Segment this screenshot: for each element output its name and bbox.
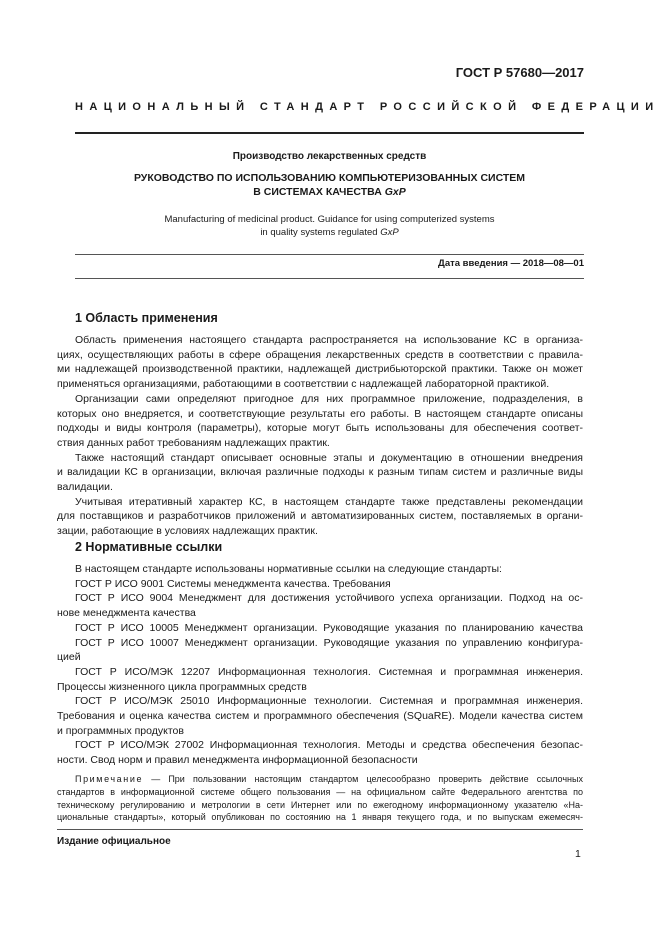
note-line: техническому регулированию и метрологии в сети Интернет или по ежегодному информационному указателю «На- bbox=[57, 799, 583, 810]
text-line: валидации. bbox=[57, 481, 113, 493]
date-divider bbox=[75, 278, 584, 279]
text-line: Процессы жизненного цикла программных средств bbox=[57, 680, 307, 693]
text-line: ГОСТ Р ИСО/МЭК 12207 Информационная технология. Системная и программная инженерия. bbox=[75, 665, 583, 678]
english-title-line-2: in quality systems regulated GxP bbox=[260, 227, 399, 238]
text-line: цией bbox=[57, 651, 81, 664]
text-line: ГОСТ Р ИСО/МЭК 27002 Информационная технология. Методы и средства обеспечения безопас- bbox=[75, 739, 583, 752]
text-line: и валидации КС в организации, включая различные подходы к разным типам систем и различные виды bbox=[57, 466, 583, 479]
title-divider bbox=[75, 254, 584, 255]
document-title bbox=[75, 171, 584, 199]
page-number: 1 bbox=[575, 848, 581, 860]
text-line: для поставщиков и разработчиков приложений и автоматизированных систем, поставляемых в органи- bbox=[57, 510, 583, 523]
text-line: Также настоящий стандарт описывает основные этапы и документацию в отношении внедрения bbox=[75, 451, 583, 464]
note-line: циональные стандарты», который опубликован по состоянию на 1 января текущего года, и по выпускам ежемесяч- bbox=[57, 812, 583, 823]
title-line-1: РУКОВОДСТВО ПО ИСПОЛЬЗОВАНИЮ КОМПЬЮТЕРИЗОВАННЫХ СИСТЕМ bbox=[133, 172, 526, 184]
text-line: нове менеджмента качества bbox=[57, 607, 196, 620]
document-number: ГОСТ Р 57680—2017 bbox=[455, 65, 584, 80]
text-line: ГОСТ Р ИСО/МЭК 25010 Информационные технологии. Системная и программная инженерия. bbox=[75, 695, 583, 708]
text-line: ГОСТ Р ИСО 9001 Системы менеджмента качества. Требования bbox=[75, 577, 391, 590]
text-line: Организации сами определяют пригодное для них программное приложение, подразделения, в bbox=[75, 392, 583, 405]
section-2-heading: 2 Нормативные ссылки bbox=[75, 540, 223, 554]
note-line: Примечание — При пользовании настоящим стандартом целесообразно проверить действие ссылочных bbox=[75, 774, 583, 784]
text-line: ГОСТ Р ИСО 9004 Менеджмент для достижения устойчивого успеха организации. Подход на ос- bbox=[75, 592, 583, 605]
text-line: подходы и виды контроля (параметры), которые могут быть использованы для обеспечения соответ- bbox=[57, 422, 583, 435]
edition-label: Издание официальное bbox=[57, 836, 171, 847]
note-label: Примечание bbox=[75, 774, 144, 784]
text-line: зации, работающие в условиях надлежащих практик. bbox=[57, 525, 318, 538]
text-line: циях, осуществляющих работы в сфере обращения лекарственных средств в соответствии с правила- bbox=[57, 348, 583, 361]
header-divider bbox=[75, 132, 584, 134]
text-line: ствия данных работ требованиям надлежащих практик. bbox=[57, 436, 330, 449]
text-line: ГОСТ Р ИСО 10007 Менеджмент организации. Руководящие указания по управлению конфигура- bbox=[75, 636, 583, 649]
text-line: Учитывая итеративный характер КС, в настоящем стандарте также представлены рекомендации bbox=[75, 495, 583, 508]
text-line: и программных продуктов bbox=[57, 724, 184, 737]
standard-type-heading: НАЦИОНАЛЬНЫЙ СТАНДАРТ РОССИЙСКОЙ ФЕДЕРАЦИИ bbox=[75, 101, 660, 113]
text-line: ГОСТ Р ИСО 10005 Менеджмент организации. Руководящие указания по планированию качества bbox=[75, 621, 583, 634]
text-line: Требования и оценка качества систем и программного обеспечения (SQuaRE). Модели качества систем bbox=[57, 710, 583, 722]
title-line-2: В СИСТЕМАХ КАЧЕСТВА GxP bbox=[253, 186, 406, 198]
text-line: ности. Свод норм и правил менеджмента информационной безопасности bbox=[57, 754, 418, 767]
text-line: ми надлежащей производственной практики, надлежащей дистрибьюторской практики. Также он может bbox=[57, 363, 583, 376]
field-of-application: Производство лекарственных средств bbox=[232, 151, 427, 162]
english-title-line-1: Manufacturing of medicinal product. Guidance for using computerized systems bbox=[164, 214, 495, 225]
text-line: применяться организациями, работающими в соответствии с надлежащей лабораторной практикой. bbox=[57, 378, 550, 391]
effective-date: Дата введения — 2018—08—01 bbox=[438, 258, 584, 269]
note-line: стандартов в информационной системе общего пользования — на официальном сайте Федерального агентства по bbox=[57, 786, 583, 797]
english-title bbox=[75, 213, 584, 239]
footer-divider bbox=[57, 829, 583, 830]
section-1-heading: 1 Область применения bbox=[75, 311, 218, 325]
text-line: Область применения настоящего стандарта распространяется на использование КС в организа- bbox=[75, 334, 583, 346]
text-line: В настоящем стандарте использованы нормативные ссылки на следующие стандарты: bbox=[75, 563, 502, 575]
text-line: которых оно внедряется, и соответствующие результаты его работы. В настоящем стандарте описаны bbox=[57, 407, 583, 420]
